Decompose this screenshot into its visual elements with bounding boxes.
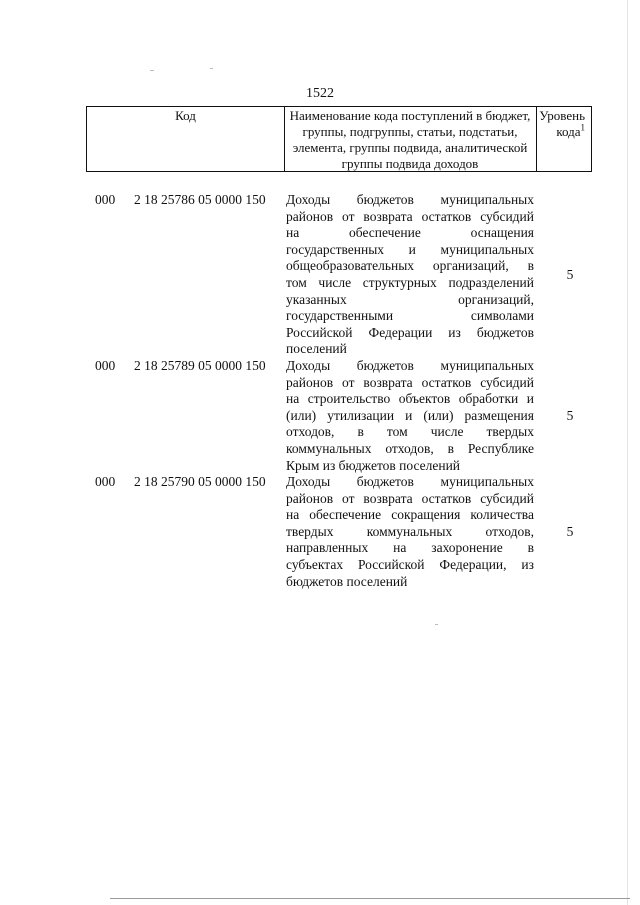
code-level: 5 — [566, 524, 574, 539]
description-line: государственных и муниципальных — [286, 241, 534, 257]
revenue-description — [286, 192, 534, 358]
description-line: Российской Федерации из бюджетов — [286, 324, 534, 340]
description-line: направленных на захоронение в — [286, 540, 534, 556]
description-line: бюджетов поселений — [286, 573, 408, 589]
scan-edge — [110, 898, 630, 899]
description-line: общеобразовательных организаций, в — [286, 258, 534, 274]
code-level: 5 — [566, 267, 574, 282]
description-line: Доходы бюджетов муниципальных — [286, 474, 534, 489]
description-line: районов от возврата остатков субсидий — [286, 490, 534, 506]
budget-code: 000 — [95, 192, 116, 207]
header-level — [536, 107, 591, 171]
code-level: 5 — [566, 408, 574, 423]
description-line: отходов, в том числе твердых — [286, 424, 534, 440]
header-code: Код — [87, 107, 285, 171]
table-header — [86, 106, 592, 172]
description-line: на строительство объектов обработки и — [286, 391, 534, 407]
revenue-description — [286, 474, 534, 590]
revenue-code: 2 18 25790 05 0000 150 — [134, 474, 266, 489]
description-line: на обеспечение оснащения — [286, 225, 534, 241]
revenue-description — [286, 358, 534, 474]
header-name: Наименование кода поступлений в бюджет, группы, подгруппы, статьи, подстатьи, элемента, группы подвида, аналитической группы подвида доходов — [284, 107, 537, 171]
scan-mark — [210, 68, 213, 69]
description-line: районов от возврата остатков субсидий — [286, 374, 534, 390]
description-line: коммунальных отходов, в Республике — [286, 440, 534, 456]
scan-mark — [150, 70, 154, 71]
header-level-footnote: 1 — [580, 122, 585, 133]
description-line: районов от возврата остатков субсидий — [286, 208, 534, 224]
page-number: 1522 — [306, 86, 334, 101]
description-line: указанных организаций, — [286, 291, 534, 307]
description-line: (или) утилизации и (или) размещения — [286, 407, 534, 423]
description-line: Крым из бюджетов поселений — [286, 457, 461, 473]
budget-code: 000 — [95, 474, 116, 489]
description-line: твердых коммунальных отходов, — [286, 523, 534, 539]
description-line: том числе структурных подразделений — [286, 274, 534, 290]
description-line: поселений — [286, 341, 347, 357]
scan-edge — [627, 0, 628, 905]
revenue-code: 2 18 25789 05 0000 150 — [134, 358, 266, 373]
budget-code: 000 — [95, 358, 116, 373]
description-line: Доходы бюджетов муниципальных — [286, 192, 534, 207]
revenue-code: 2 18 25786 05 0000 150 — [134, 192, 266, 207]
description-line: на обеспечение сокращения количества — [286, 507, 534, 523]
header-level-label: Уровень кода — [539, 108, 585, 139]
scan-mark — [435, 624, 438, 625]
description-line: Доходы бюджетов муниципальных — [286, 358, 534, 373]
description-line: субъектах Российской Федерации, из — [286, 556, 534, 572]
description-line: государственными символами — [286, 308, 534, 324]
